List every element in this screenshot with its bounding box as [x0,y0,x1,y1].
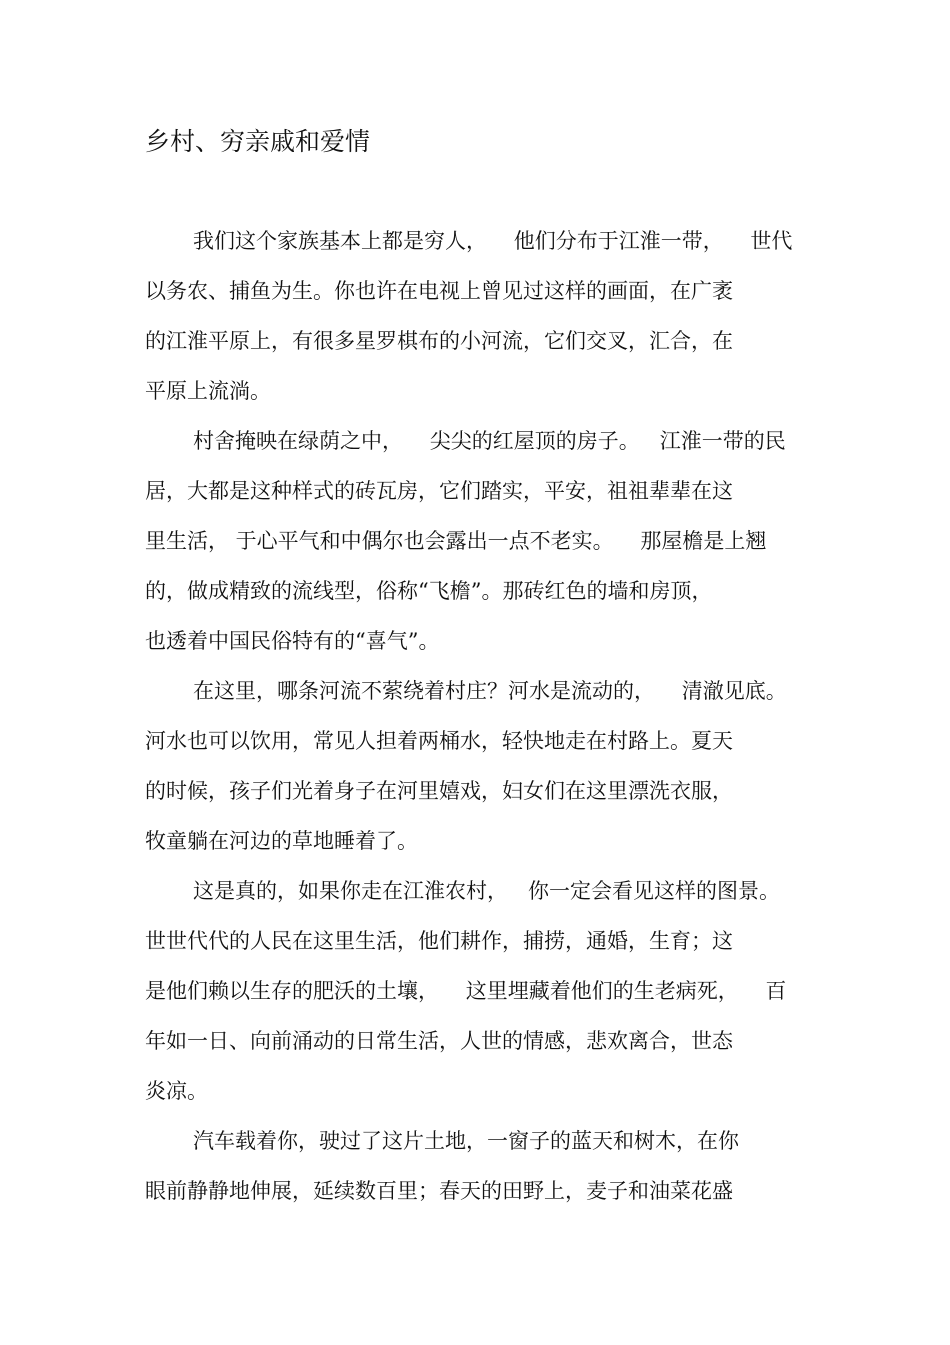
paragraph-4 [145,866,825,1116]
document-title: 乡村、穷亲戚和爱情 [145,127,371,156]
paragraph-line: 这是真的，如果你走在江淮农村， 你一定会看见这样的图景。 [193,879,781,903]
paragraph-line: 在这里，哪条河流不萦绕着村庄？河水是流动的， 清澈见底。 [193,679,787,703]
paragraph-line: 世世代代的人民在这里生活，他们耕作，捕捞，通婚，生育；这 [145,929,733,953]
paragraph-line: 村舍掩映在绿荫之中， 尖尖的红屋顶的房子。 江淮一带的民 [193,429,786,453]
paragraph-line: 炎凉。 [145,1079,208,1103]
paragraph-line: 的时候，孩子们光着身子在河里嬉戏，妇女们在这里漂洗衣服， [145,779,733,803]
paragraph-line: 我们这个家族基本上都是穷人， 他们分布于江淮一带， 世代 [193,229,793,253]
paragraph-line: 年如一日、向前涌动的日常生活，人世的情感，悲欢离合，世态 [145,1029,733,1053]
paragraph-line: 居，大都是这种样式的砖瓦房，它们踏实，平安，祖祖辈辈在这 [145,479,733,503]
paragraph-line: 汽车载着你，驶过了这片土地，一窗子的蓝天和树木，在你 [193,1129,739,1153]
paragraph-line: 平原上流淌。 [145,379,271,403]
paragraph-line: 也透着中国民俗特有的“喜气”。 [145,629,440,653]
paragraph-line: 是他们赖以生存的肥沃的土壤， 这里埋藏着他们的生老病死， 百 [145,979,787,1003]
paragraph-line: 牧童躺在河边的草地睡着了。 [145,829,418,853]
paragraph-line: 河水也可以饮用，常见人担着两桶水，轻快地走在村路上。夏天 [145,729,733,753]
paragraph-1 [145,216,825,416]
paragraph-line: 的，做成精致的流线型，俗称“飞檐”。那砖红色的墙和房顶， [145,579,713,603]
paragraph-2 [145,416,825,666]
paragraph-line: 里生活， 于心平气和中偶尔也会露出一点不老实。 那屋檐是上翘 [145,529,767,553]
paragraph-5 [145,1116,825,1216]
paragraph-line: 眼前静静地伸展，延续数百里；春天的田野上，麦子和油菜花盛 [145,1179,733,1203]
paragraph-line: 的江淮平原上，有很多星罗棋布的小河流，它们交叉，汇合，在 [145,329,733,353]
paragraph-line: 以务农、捕鱼为生。你也许在电视上曾见过这样的画面，在广袤 [145,279,733,303]
paragraph-3 [145,666,825,866]
